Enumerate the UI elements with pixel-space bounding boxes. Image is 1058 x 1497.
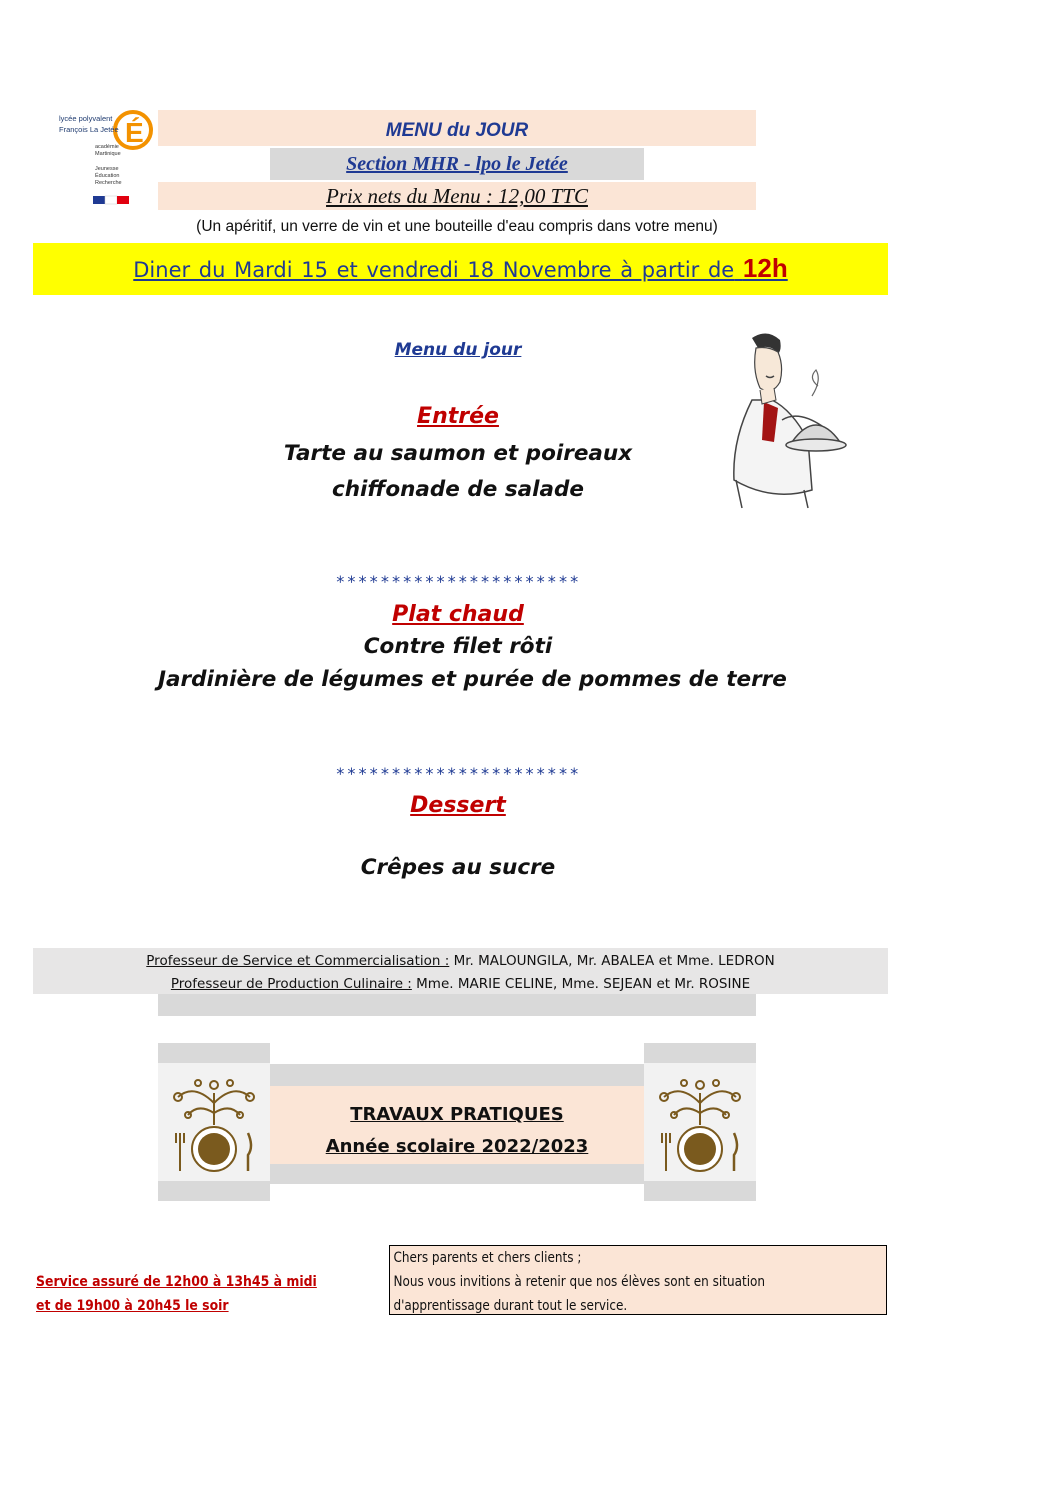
service-hours-evening: et de 19h00 à 20h45 le soir [36, 1298, 229, 1314]
school-logo [55, 100, 155, 212]
ministry-line-2: Éducation [95, 173, 120, 179]
separator-2: ********************** [335, 764, 581, 783]
academie-line-2: Martinique [95, 151, 121, 157]
dinner-date-line [33, 253, 888, 284]
dinner-date-text: Diner du Mardi 15 et vendredi 18 Novembre à partir de [133, 258, 735, 282]
waiter-illustration [712, 330, 852, 510]
table-setting-icon [644, 1063, 756, 1181]
price-line: Prix nets du Menu : 12,00 TTC [158, 182, 756, 210]
entree-dish-1: Tarte au saumon et poireaux [283, 441, 633, 466]
dessert-heading-row [158, 793, 758, 818]
notice-box [389, 1245, 887, 1315]
academie-line-1: académie [95, 144, 119, 150]
ministry-line-3: Recherche [95, 180, 122, 186]
production-names: Mme. MARIE CELINE, Mme. SEJEAN et Mr. ROSINE [411, 976, 751, 992]
notice-line-2: Nous vous invitions à retenir que nos élèves sont en situation [393, 1274, 766, 1290]
included-note: (Un apéritif, un verre de vin et une bouteille d'eau compris dans votre menu) [196, 218, 718, 235]
service-hours [36, 1270, 363, 1318]
teacher-service-line [33, 953, 888, 969]
menu-subtitle: Menu du jour [394, 340, 522, 360]
tp-title: TRAVAUX PRATIQUES [350, 1104, 564, 1125]
tp-school-year: Année scolaire 2022/2023 [325, 1136, 589, 1157]
notice-line-3: d'apprentissage durant tout le service. [393, 1298, 628, 1314]
dessert-dish: Crêpes au sucre [360, 855, 556, 880]
decoration-right-panel [644, 1063, 756, 1181]
svg-text:É: É [125, 117, 144, 148]
service-role: Professeur de Service et Commercialisation : [146, 953, 450, 969]
section-title: Section MHR - lpo le Jetée [270, 148, 644, 180]
ministry-line-1: Jeunesse [95, 166, 119, 172]
entree-heading-row [158, 404, 758, 429]
teacher-production-line [33, 976, 888, 992]
notice-greeting: Chers parents et chers clients ; [393, 1250, 582, 1266]
plat-dish-1: Contre filet rôti [363, 634, 553, 659]
decoration-left-panel [158, 1063, 270, 1181]
menu-title: MENU du JOUR [158, 110, 756, 146]
table-setting-icon [158, 1063, 270, 1181]
plat-dish-2: Jardinière de légumes et purée de pommes de terre [158, 667, 787, 692]
school-name-line-1: lycée polyvalent [59, 114, 113, 123]
service-names: Mr. MALOUNGILA, Mr. ABALEA et Mme. LEDRON [449, 953, 775, 969]
menu-subtitle-row [158, 340, 758, 360]
production-role: Professeur de Production Culinaire : [170, 976, 412, 992]
entree-dish-2: chiffonade de salade [332, 477, 584, 502]
school-name-line-2: François La Jetée [59, 125, 119, 134]
divider-strip [158, 994, 756, 1016]
plat-heading-row [158, 602, 758, 627]
dessert-heading: Dessert [410, 793, 506, 818]
plat-heading: Plat chaud [392, 602, 524, 627]
dinner-time: 12h [742, 253, 788, 283]
decoration-right-frame [644, 1043, 756, 1201]
decoration-left-frame [158, 1043, 270, 1201]
entree-heading: Entrée [417, 404, 499, 429]
separator-1: ********************** [335, 572, 581, 591]
service-hours-midday: Service assuré de 12h00 à 13h45 à midi [36, 1274, 317, 1290]
